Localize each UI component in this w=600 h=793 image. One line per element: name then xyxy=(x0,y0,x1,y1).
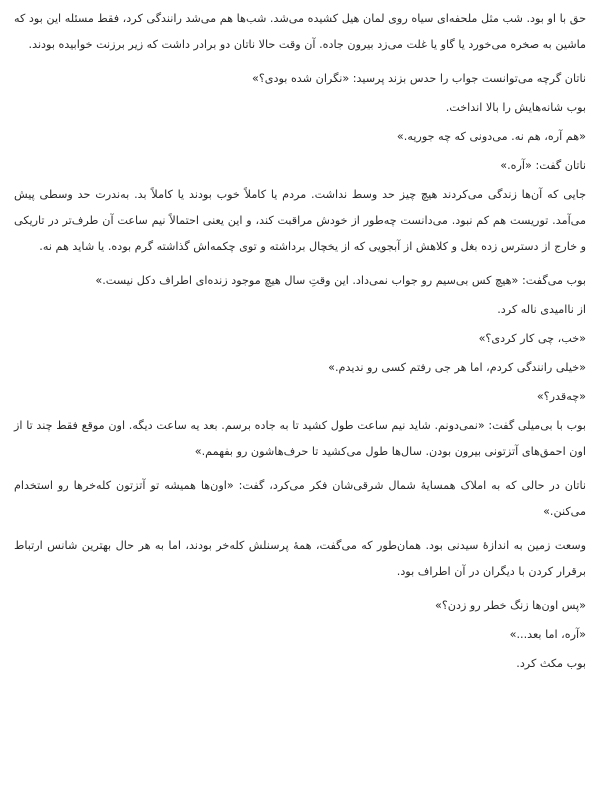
paragraph: بوب می‌گفت: «هیچ کس بی‌سیم رو جواب نمی‌داد. این وقتِ سال هیچ موجود زنده‌ای اطراف دکل نیست.» xyxy=(95,274,586,287)
book-page xyxy=(14,6,586,786)
paragraph: ناتان گفت: «آره.» xyxy=(500,159,586,172)
paragraph: «آره، اما بعد...» xyxy=(509,628,586,641)
paragraph: جایی که آن‌ها زندگی می‌کردند هیچ چیز حد وسط نداشت. مردم یا کاملاً خوب بودند یا کاملاً بد. به‌ندرت حد وسطی پیش می‌آمد. توریست هم کم نبود. می‌دانست چه‌طور از خودش مراقبت کند، و این یعنی احتمالاً نیم ساعت آن طرف‌تر در تاریکی و خارج از دسترس زده بغل و کلاهش از آبجویی که از یخچال برداشته و توی چکمه‌اش گذاشته گرم بوده. یا شاید هم نه. xyxy=(14,188,586,253)
paragraph: حق با او بود. شب مثل ملحفه‌ای سیاه روی لمان هیل کشیده می‌شد. شب‌ها هم می‌شد رانندگی کرد، فقط مسئله این بود که ماشین به صخره می‌خورد یا گاو یا غلت می‌زد بیرون جاده. آن وقت حالا ناتان دو برادر داشت که زیر برزنت خوابیده بودند. xyxy=(14,12,586,51)
paragraph: «هم آره، هم نه. می‌دونی که چه جوریه.» xyxy=(396,130,586,143)
paragraph: «خب، چی کار کردی؟» xyxy=(478,332,586,345)
paragraph: «چه‌قدر؟» xyxy=(536,390,586,403)
paragraph: از ناامیدی ناله کرد. xyxy=(497,303,586,316)
paragraph: ناتان در حالی که به املاک همسایهٔ شمال شرقی‌شان فکر می‌کرد، گفت: «اون‌ها همیشه تو آتزتون کله‌خرها رو استخدام می‌کنن.» xyxy=(14,479,586,518)
paragraph: بوب با بی‌میلی گفت: «نمی‌دونم. شاید نیم ساعت طول کشید تا به جاده برسم. بعد یه ساعت دیگه. اون موقع فقط چند تا از اون احمق‌های آتزتونی بیرون بودن. سال‌ها طول می‌کشید تا حرف‌هاشون رو بفهمم.» xyxy=(14,419,586,458)
paragraph: «خیلی رانندگی کردم، اما هر جی رفتم کسی رو ندیدم.» xyxy=(328,361,586,374)
paragraph: وسعت زمین به اندازهٔ سیدنی بود. همان‌طور که می‌گفت، همهٔ پرسنلش کله‌خر بودند، اما به هر حال بهترین شانس ارتباط برقرار کردن با دیگران در آن اطراف بود. xyxy=(14,539,586,578)
paragraph: بوب شانه‌هایش را بالا انداخت. xyxy=(445,101,586,114)
paragraph: «پس اون‌ها زنگ خطر رو زدن؟» xyxy=(434,599,586,612)
paragraph: ناتان گرچه می‌توانست جواب را حدس بزند پرسید: «نگران شده بودی؟» xyxy=(251,72,586,85)
paragraph: بوب مکث کرد. xyxy=(516,657,586,670)
